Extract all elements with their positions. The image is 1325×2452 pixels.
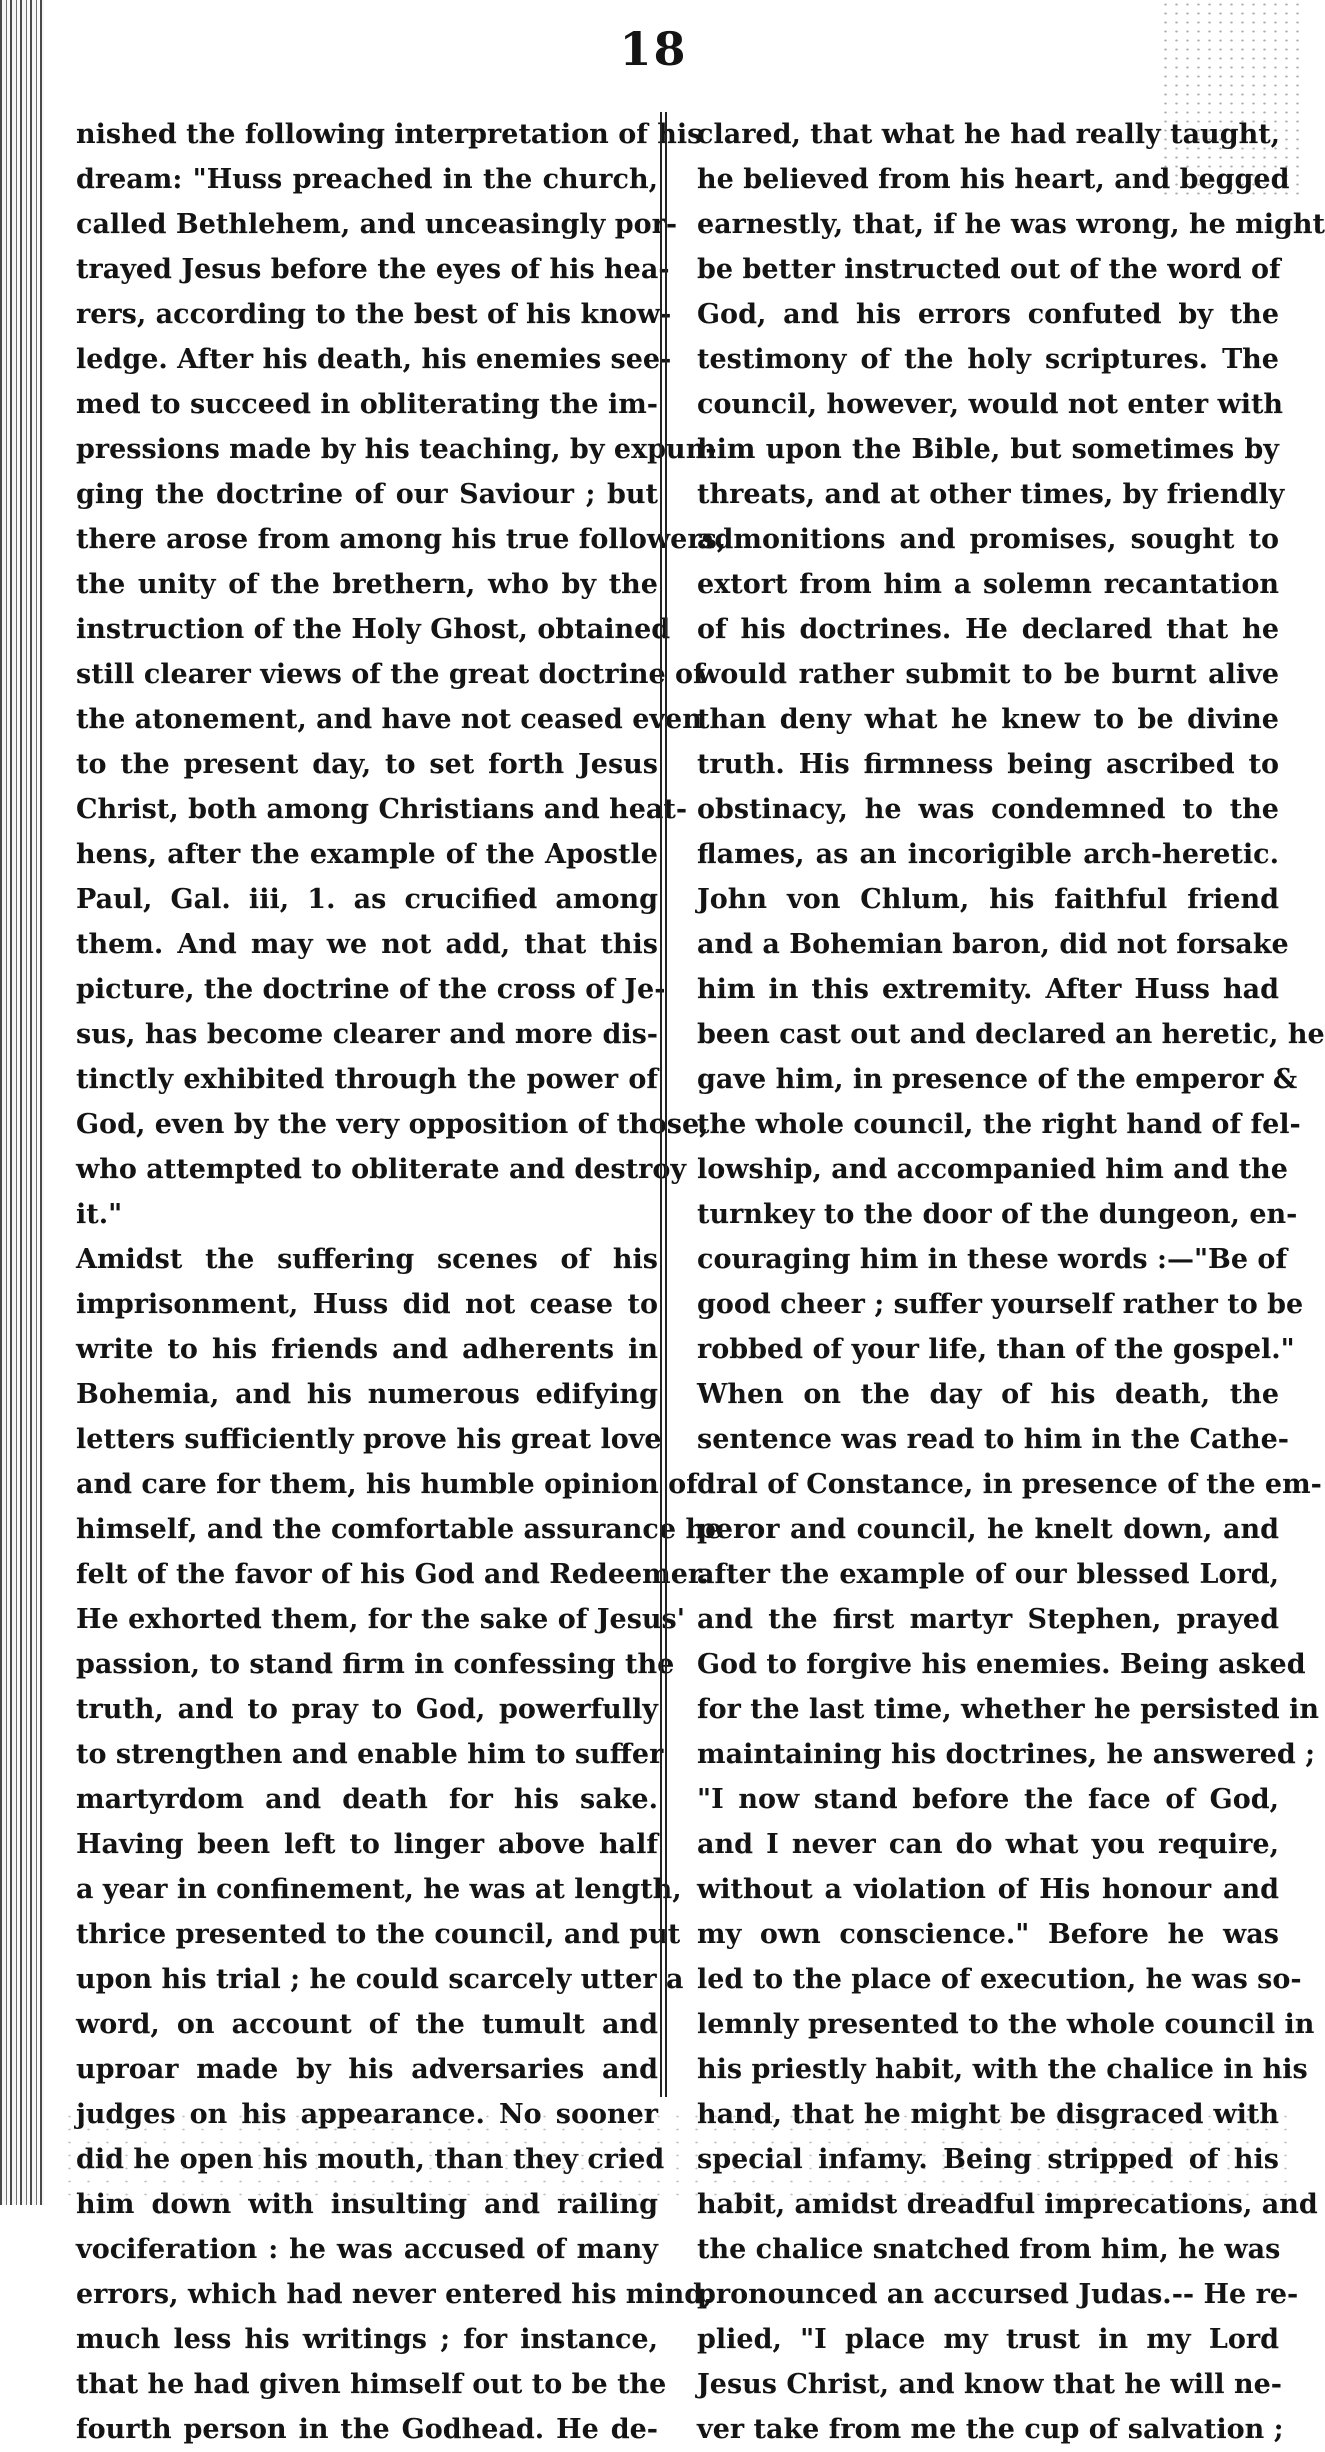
text-line: it." (76, 1199, 123, 1230)
text-line: couraging him in these words :—"Be of (697, 1244, 1288, 1275)
text-line: pronounced an accursed Judas.-- He re- (697, 2279, 1299, 2310)
text-line: dral of Constance, in presence of the em- (697, 1469, 1322, 1500)
text-line: him in this extremity. After Huss had (697, 974, 1279, 1005)
text-line: letters sufficiently prove his great love (76, 1424, 662, 1455)
text-line: did he open his mouth, than they cried (76, 2144, 665, 2175)
text-line: word, on account of the tumult and (76, 2009, 658, 2040)
text-line: John von Chlum, his faithful friend (697, 884, 1279, 915)
text-line: his priestly habit, with the chalice in his (697, 2054, 1308, 2085)
text-line: truth, and to pray to God, powerfully (76, 1694, 658, 1725)
text-line: gave him, in presence of the emperor & (697, 1064, 1298, 1095)
text-line: dream: "Huss preached in the church, (76, 164, 658, 195)
text-line: Having been left to linger above half (76, 1829, 658, 1860)
text-line: the unity of the brethern, who by the (76, 569, 658, 600)
text-line: God, even by the very opposition of those, (76, 1109, 709, 1140)
text-line: called Bethlehem, and unceasingly por- (76, 209, 678, 240)
text-line: my own conscience." Before he was (697, 1919, 1279, 1950)
text-line: pressions made by his teaching, by expun- (76, 434, 717, 465)
text-line: Amidst the suffering scenes of his (76, 1244, 658, 1275)
text-line: to the present day, to set forth Jesus (76, 749, 658, 780)
text-line: habit, amidst dreadful imprecations, and (697, 2189, 1318, 2220)
text-line: threats, and at other times, by friendly (697, 479, 1285, 510)
text-line: peror and council, he knelt down, and (697, 1514, 1279, 1545)
text-line: errors, which had never entered his mind, (76, 2279, 713, 2310)
text-line: and I never can do what you require, (697, 1829, 1279, 1860)
text-line: extort from him a solemn recantation (697, 569, 1279, 600)
text-line: "I now stand before the face of God, (697, 1784, 1279, 1815)
text-line: uproar made by his adversaries and (76, 2054, 658, 2085)
text-line: He exhorted them, for the sake of Jesus' (76, 1604, 685, 1635)
text-line: lemnly presented to the whole council in (697, 2009, 1315, 2040)
text-line: good cheer ; suffer yourself rather to be (697, 1289, 1304, 1320)
text-line: himself, and the comfortable assurance he (76, 1514, 723, 1545)
text-line: turnkey to the door of the dungeon, en- (697, 1199, 1298, 1230)
text-line: God to forgive his enemies. Being asked (697, 1649, 1306, 1680)
text-line: a year in confinement, he was at length, (76, 1874, 682, 1905)
text-line: vociferation : he was accused of many (76, 2234, 658, 2265)
text-line: plied, "I place my trust in my Lord (697, 2324, 1279, 2355)
text-line: earnestly, that, if he was wrong, he might (697, 209, 1325, 240)
text-line: upon his trial ; he could scarcely utter a (76, 1964, 684, 1995)
text-line: hens, after the example of the Apostle (76, 839, 658, 870)
text-line: and the first martyr Stephen, prayed (697, 1604, 1279, 1635)
text-line: med to succeed in obliterating the im- (76, 389, 658, 420)
text-line: thrice presented to the council, and put (76, 1919, 681, 1950)
text-line: who attempted to obliterate and destroy (76, 1154, 687, 1185)
text-line: would rather submit to be burnt alive (697, 659, 1279, 690)
text-line: martyrdom and death for his sake. (76, 1784, 658, 1815)
text-line: the chalice snatched from him, he was (697, 2234, 1281, 2265)
text-line: him upon the Bible, but sometimes by (697, 434, 1279, 465)
text-line: fourth person in the Godhead. He de- (76, 2414, 658, 2445)
right-column (697, 112, 1325, 2452)
page-number: 18 (619, 22, 688, 76)
text-line: maintaining his doctrines, he answered ; (697, 1739, 1316, 1770)
text-line: that he had given himself out to be the (76, 2369, 667, 2400)
text-line: after the example of our blessed Lord, (697, 1559, 1279, 1590)
text-line: truth. His firmness being ascribed to (697, 749, 1279, 780)
text-line: tinctly exhibited through the power of (76, 1064, 658, 1095)
text-line: and a Bohemian baron, did not forsake (697, 929, 1289, 960)
text-line: without a violation of His honour and (697, 1874, 1279, 1905)
text-line: him down with insulting and railing (76, 2189, 658, 2220)
text-line: them. And may we not add, that this (76, 929, 658, 960)
text-line: sentence was read to him in the Cathe- (697, 1424, 1289, 1455)
text-line: picture, the doctrine of the cross of Je- (76, 974, 666, 1005)
text-line: Christ, both among Christians and heat- (76, 794, 688, 825)
left-column (76, 112, 727, 2452)
text-line: clared, that what he had really taught, (697, 119, 1281, 150)
text-line: ver take from me the cup of salvation ; (697, 2414, 1284, 2445)
text-line: the whole council, the right hand of fel- (697, 1109, 1301, 1140)
text-line: than deny what he knew to be divine (697, 704, 1279, 735)
text-line: obstinacy, he was condemned to the (697, 794, 1279, 825)
text-line: special infamy. Being stripped of his (697, 2144, 1279, 2175)
text-line: council, however, would not enter with (697, 389, 1284, 420)
text-line: judges on his appearance. No sooner (76, 2099, 658, 2130)
text-line: rers, according to the best of his know- (76, 299, 672, 330)
text-line: led to the place of execution, he was so- (697, 1964, 1302, 1995)
text-line: nished the following interpretation of his (76, 119, 703, 150)
text-line: write to his friends and adherents in (76, 1334, 658, 1365)
text-line: and care for them, his humble opinion of (76, 1469, 698, 1500)
text-line: imprisonment, Huss did not cease to (76, 1289, 658, 1320)
text-line: the atonement, and have not ceased even (76, 704, 702, 735)
text-line: trayed Jesus before the eyes of his hea- (76, 254, 670, 285)
binding-edge (0, 0, 44, 2205)
text-line: been cast out and declared an heretic, he (697, 1019, 1325, 1050)
text-line: much less his writings ; for instance, (76, 2324, 658, 2355)
text-line: for the last time, whether he persisted in (697, 1694, 1319, 1725)
text-line: to strengthen and enable him to suffer (76, 1739, 664, 1770)
text-line: Bohemia, and his numerous edifying (76, 1379, 658, 1410)
column-divider (660, 112, 667, 2097)
text-line: When on the day of his death, the (697, 1379, 1279, 1410)
text-line: of his doctrines. He declared that he (697, 614, 1279, 645)
text-line: ledge. After his death, his enemies see- (76, 344, 672, 375)
text-line: instruction of the Holy Ghost, obtained (76, 614, 671, 645)
text-line: be better instructed out of the word of (697, 254, 1281, 285)
text-line: Paul, Gal. iii, 1. as crucified among (76, 884, 658, 915)
text-line: sus, has become clearer and more dis- (76, 1019, 658, 1050)
text-line: there arose from among his true followers, (76, 524, 727, 555)
text-line: lowship, and accompanied him and the (697, 1154, 1288, 1185)
text-line: testimony of the holy scriptures. The (697, 344, 1279, 375)
text-line: still clearer views of the great doctrine of (76, 659, 705, 690)
text-line: Jesus Christ, and know that he will ne- (697, 2369, 1282, 2400)
text-line: robbed of your life, than of the gospel." (697, 1334, 1295, 1365)
text-line: God, and his errors confuted by the (697, 299, 1279, 330)
scan-noise-bottom (60, 2110, 1300, 2205)
text-line: hand, that he might be disgraced with (697, 2099, 1279, 2130)
text-line: admonitions and promises, sought to (697, 524, 1279, 555)
text-line: ging the doctrine of our Saviour ; but (76, 479, 658, 510)
text-line: felt of the favor of his God and Redeemer. (76, 1559, 710, 1590)
text-line: flames, as an incorigible arch-heretic. (697, 839, 1279, 870)
text-line: passion, to stand firm in confessing the (76, 1649, 675, 1680)
text-line: he believed from his heart, and begged (697, 164, 1290, 195)
